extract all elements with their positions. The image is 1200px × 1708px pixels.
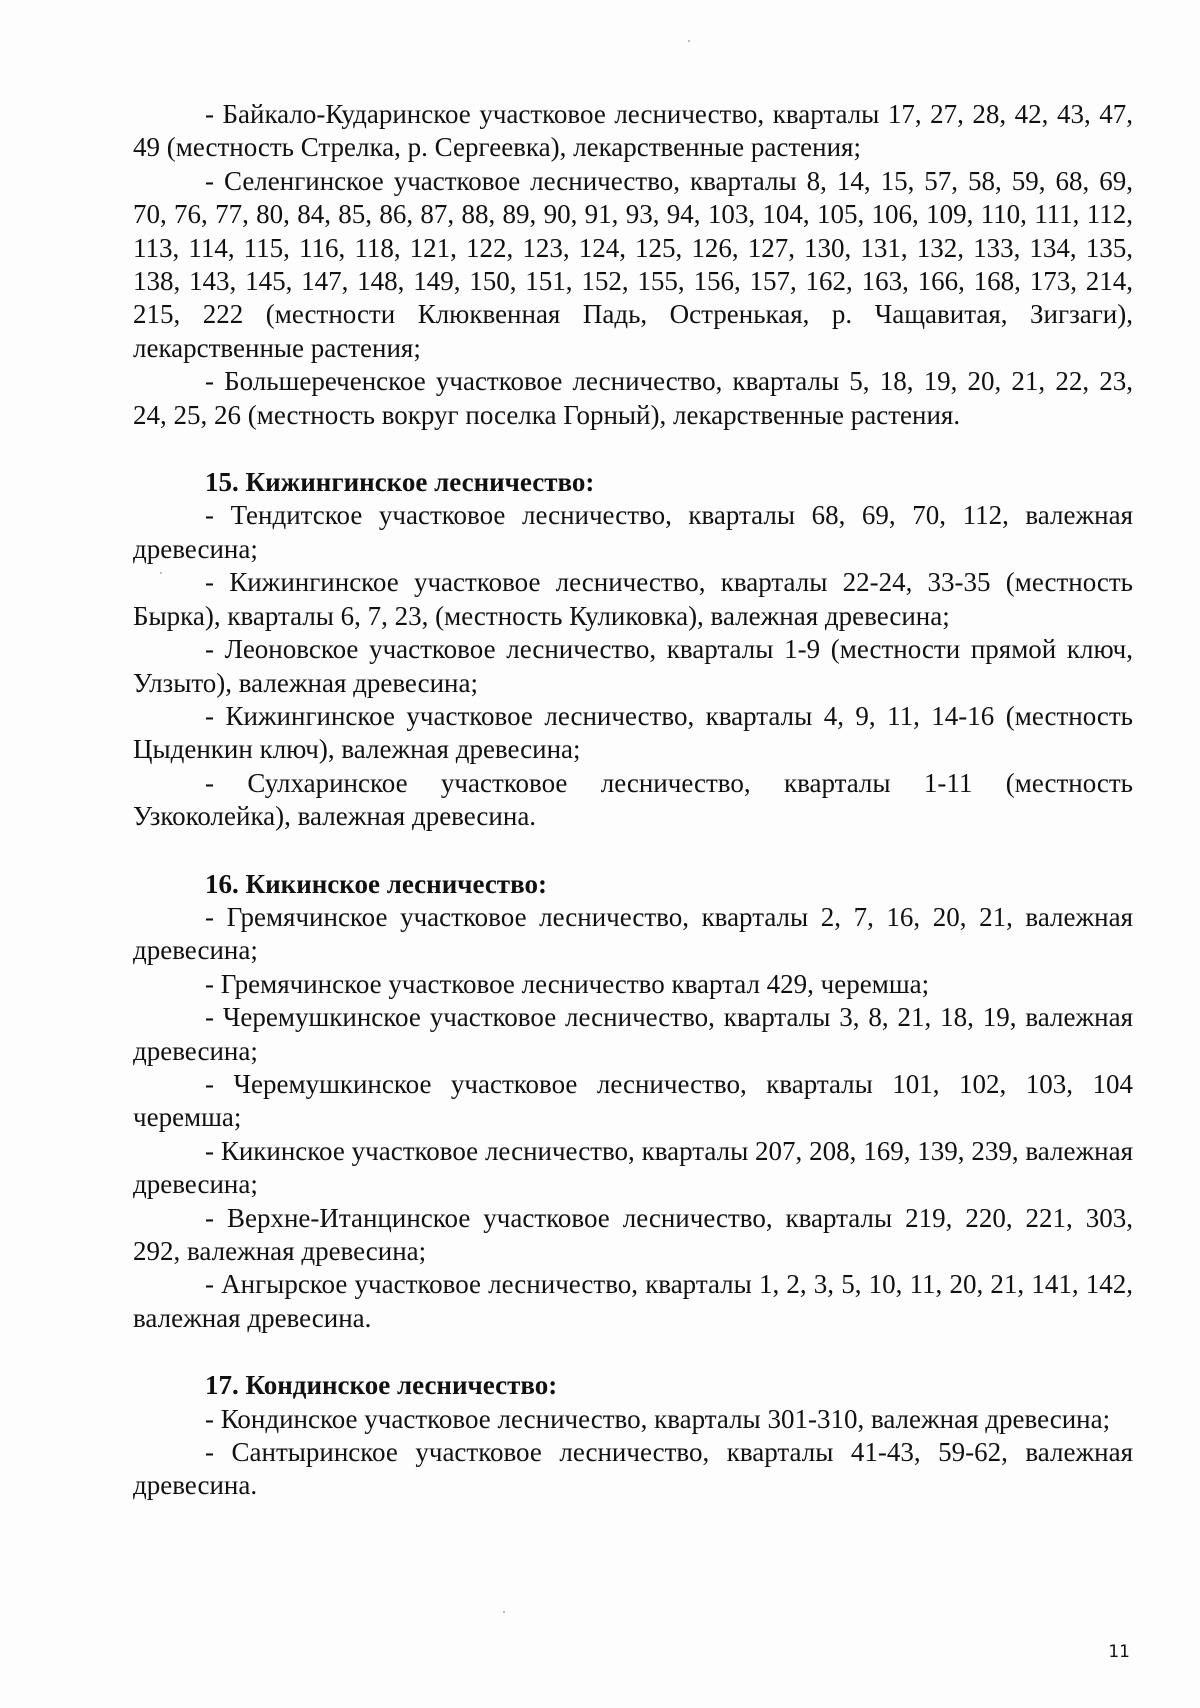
section-heading: 16. Кикинское лесничество:: [205, 868, 547, 899]
list-item: - Сантыринское участковое лесничество, кварталы 41-43, 59-62, валежная древесина.: [133, 1437, 1133, 1501]
list-item: - Гремячинское участковое лесничество, кварталы 2, 7, 16, 20, 21, валежная древесина;: [133, 901, 1133, 966]
list-item: - Кикинское участковое лесничество, кварталы 207, 208, 169, 139, 239, валежная древесина;: [133, 1135, 1133, 1200]
section-heading: 15. Кижингинское лесничество:: [205, 467, 595, 498]
section-continuation: [133, 98, 1133, 432]
list-item: - Селенгинское участковое лесничество, кварталы 8, 14, 15, 57, 58, 59, 68, 69, 70, 76, 77, 80, 84, 85, 86, 87, 88, 89, 90, 91, 93, 94, 103, 104, 105, 106, 109, 110, 111, 112, 113, 114, 115, 116, 118, 121, 122, 123, 124, 125, 126, 127, 130, 131, 132, 133, 134, 135, 138, 143, 145, 147, 148, 149, 150, 151, 152, 155, 156, 157, 162, 163, 166, 168, 173, 214, 215, 222 (местности Клюквенная Падь, Остренькая, р. Чащавитая, Зигзаги), лекарственные растения;: [133, 165, 1133, 363]
section-kikinskoe: [133, 868, 1133, 1336]
list-item: - Леоновское участковое лесничество, кварталы 1-9 (местности прямой ключ, Улзыто), валежная древесина;: [133, 634, 1133, 698]
list-item: - Тендитское участковое лесничество, кварталы 68, 69, 70, 112, валежная древесина;: [133, 500, 1133, 564]
section-kizhinginskoe: [133, 466, 1133, 833]
page-number: 11: [1108, 1642, 1130, 1662]
list-item: - Гремячинское участковое лесничество квартал 429, черемша;: [205, 968, 930, 999]
list-item: - Черемушкинское участковое лесничество, кварталы 3, 8, 21, 18, 19, валежная древесина;: [133, 1002, 1133, 1066]
section-kondinskoe: [133, 1369, 1133, 1503]
list-item: - Большереченское участковое лесничество, кварталы 5, 18, 19, 20, 21, 22, 23, 24, 25, 26 (местность вокруг поселка Горный), лекарственные растения.: [133, 366, 1133, 430]
section-heading: 17. Кондинское лесничество:: [205, 1370, 558, 1401]
scan-speck: [688, 40, 690, 42]
list-item: - Черемушкинское участковое лесничество, кварталы 101, 102, 103, 104 черемша;: [133, 1068, 1133, 1133]
list-item: - Байкало-Кударинское участковое лесничество, кварталы 17, 27, 28, 42, 43, 47, 49 (местность Стрелка, р. Сергеевка), лекарственные растения;: [133, 99, 1133, 163]
list-item: - Сулхаринское участковое лесничество, кварталы 1-11 (местность Узкоколейка), валежная древесина.: [133, 767, 1133, 832]
list-item: - Кижингинское участковое лесничество, кварталы 4, 9, 11, 14-16 (местность Цыденкин ключ), валежная древесина;: [133, 700, 1133, 765]
list-item: - Кижингинское участковое лесничество, кварталы 22-24, 33-35 (местность Бырка), кварталы 6, 7, 23, (местность Куликовка), валежная древесина;: [133, 567, 1133, 631]
document-body: [133, 98, 1133, 1503]
scan-speck: [160, 572, 162, 574]
list-item: - Верхне-Итанцинское участковое лесничество, кварталы 219, 220, 221, 303, 292, валежная древесина;: [133, 1202, 1133, 1266]
list-item: - Кондинское участковое лесничество, кварталы 301-310, валежная древесина;: [205, 1403, 1111, 1434]
list-item: - Ангырское участковое лесничество, кварталы 1, 2, 3, 5, 10, 11, 20, 21, 141, 142, валежная древесина.: [133, 1269, 1133, 1333]
scan-speck: [503, 1611, 505, 1613]
